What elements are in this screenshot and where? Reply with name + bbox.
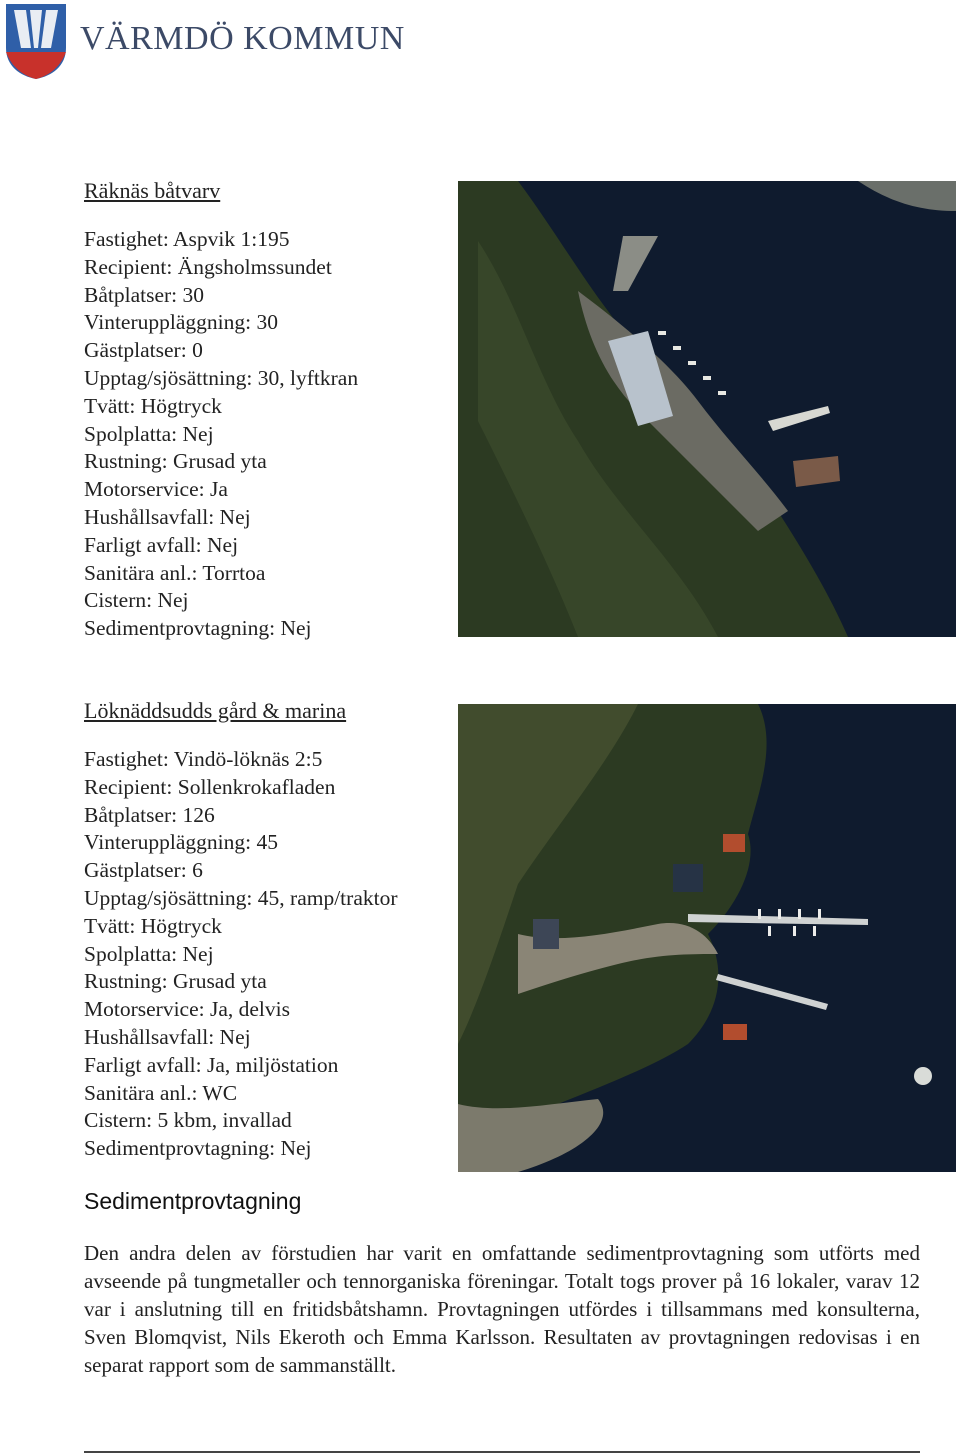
fact-item: Upptag/sjösättning: 45, ramp/traktor [84, 885, 398, 910]
fact-item: Recipient: Ängsholmssundet [84, 254, 332, 279]
fact-item: Gästplatser: 0 [84, 338, 203, 363]
fact-item: Farligt avfall: Ja, miljöstation [84, 1052, 339, 1077]
fact-item: Gästplatser: 6 [84, 858, 203, 883]
fact-item: Spolplatta: Nej [84, 421, 214, 446]
body-paragraph: Den andra delen av förstudien har varit en omfattande sedimentprovtagning som utförts med avseende på tungmetaller och tennorganiska föreningar. Totalt togs prover på 16 lokaler, varav 12 var i anslutning till en fritidsbåtshamn. Provtagningen utfördes i tillsammans med konsulterna, Sven Blomqvist, Nils Ekeroth och Emma Karlsson. Resultaten av provtagningen redovisas i en separat rapport som de sammanställt. [84, 1241, 920, 1377]
fact-item: Hushållsavfall: Nej [84, 504, 251, 529]
fact-item: Sanitära anl.: Torrtoa [84, 560, 266, 585]
fact-item: Tvätt: Högtryck [84, 913, 222, 938]
facts-list-loknaddsudd [84, 746, 398, 1163]
fact-item: Farligt avfall: Nej [84, 532, 239, 557]
fact-item: Spolplatta: Nej [84, 941, 214, 966]
section-heading-sediment: Sedimentprovtagning [84, 1188, 302, 1214]
fact-item: Motorservice: Ja, delvis [84, 997, 290, 1022]
fact-item: Fastighet: Aspvik 1:195 [84, 227, 290, 251]
fact-item: Båtplatser: 126 [84, 802, 215, 827]
org-name: VÄRMDÖ KOMMUN [80, 20, 405, 57]
section-title-raknas: Räknäs båtvarv [84, 178, 221, 203]
fact-item: Motorservice: Ja [84, 477, 228, 502]
fact-item: Hushållsavfall: Nej [84, 1024, 251, 1049]
fact-item: Vinteruppläggning: 30 [84, 310, 278, 335]
fact-item: Tvätt: Högtryck [84, 393, 222, 418]
aerial-photo-loknaddsudd [458, 704, 956, 1172]
fact-item: Vinteruppläggning: 45 [84, 830, 278, 855]
fact-item: Rustning: Grusad yta [84, 449, 267, 474]
fact-item: Fastighet: Vindö-löknäs 2:5 [84, 747, 323, 771]
footer-divider [84, 1451, 920, 1453]
fact-item: Sedimentprovtagning: Nej [84, 1136, 312, 1161]
fact-item: Upptag/sjösättning: 30, lyftkran [84, 365, 359, 390]
fact-item: Recipient: Sollenkrokafladen [84, 774, 336, 799]
facts-list-raknas [84, 226, 358, 643]
fact-item: Rustning: Grusad yta [84, 969, 267, 994]
fact-item: Sanitära anl.: WC [84, 1080, 238, 1105]
municipality-logo [4, 2, 68, 80]
fact-item: Cistern: 5 kbm, invallad [84, 1108, 292, 1133]
fact-item: Sedimentprovtagning: Nej [84, 616, 312, 641]
fact-item: Båtplatser: 30 [84, 282, 205, 307]
section-title-loknaddsudd: Löknäddsudds gård & marina [84, 698, 347, 723]
aerial-photo-raknas [458, 181, 956, 637]
fact-item: Cistern: Nej [84, 588, 189, 613]
